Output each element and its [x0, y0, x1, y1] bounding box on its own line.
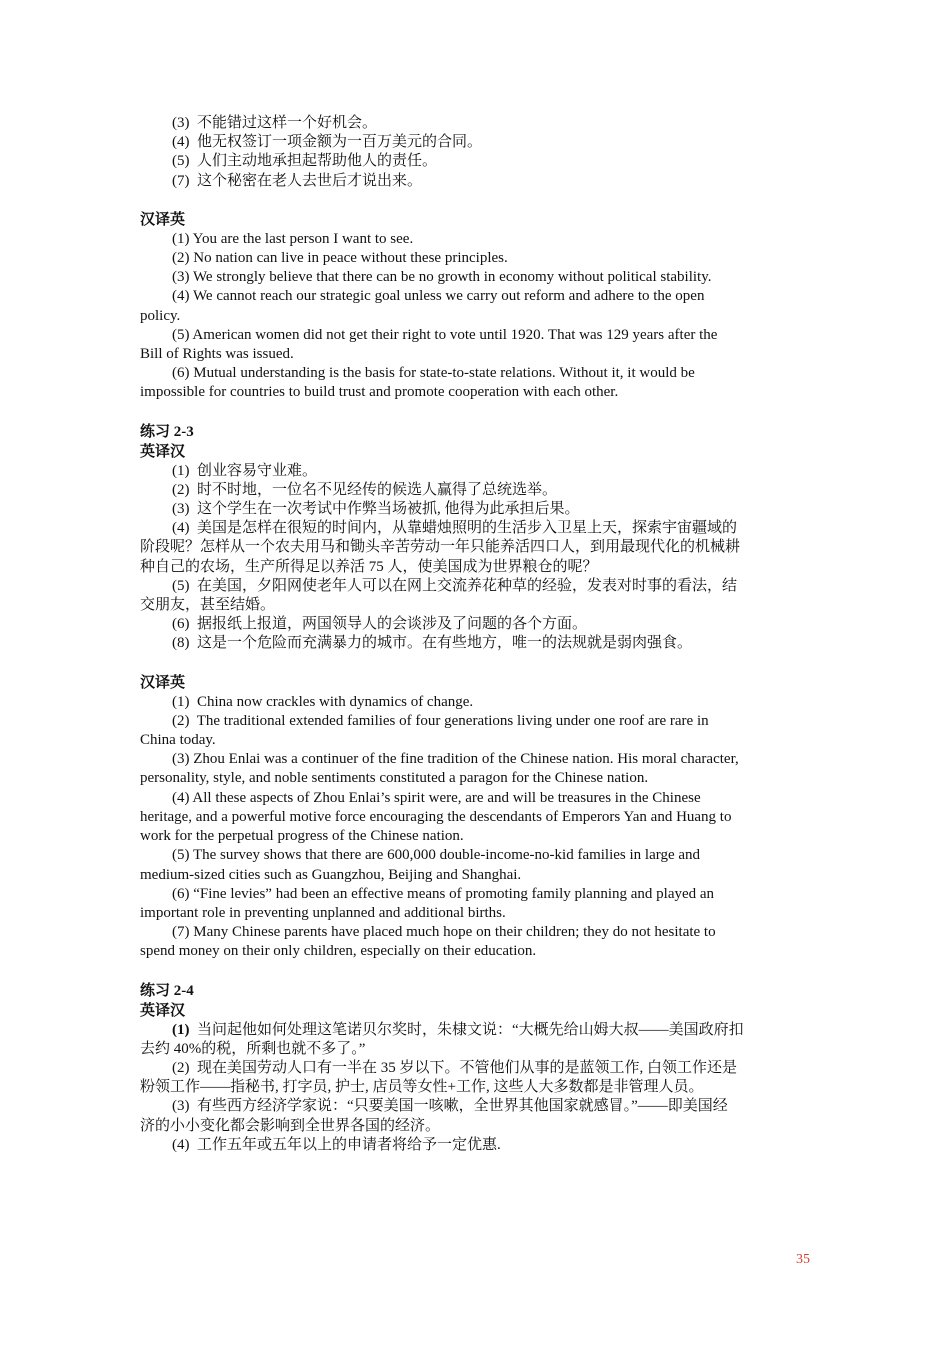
text-line: 种自己的农场，生产所得足以养活 75 人，使美国成为世界粮仓的呢？ [140, 558, 598, 575]
text-line: impossible for countries to build trust and promote cooperation with each other. [140, 384, 619, 401]
text-line: (1) China now crackles with dynamics of change. [172, 693, 474, 710]
text-line: (2) The traditional extended families of four generations living under one roof are rare in [172, 712, 709, 729]
text-line: (4) 工作五年或五年以上的申请者将给予一定优惠. [172, 1136, 501, 1153]
text-line: (6) 据报纸上报道，两国领导人的会谈涉及了问题的各个方面。 [172, 616, 587, 633]
section-s5 [140, 981, 812, 1155]
text-line: (7) 这个秘密在老人去世后才说出来。 [172, 172, 422, 189]
text-line: (5) 在美国，夕阳网使老年人可以在网上交流养花种草的经验，发表对时事的看法，结 [172, 577, 737, 594]
section-gap [140, 654, 812, 673]
section-gap [140, 191, 812, 210]
section-heading: 汉译英 [140, 211, 186, 228]
section-gap [140, 403, 812, 422]
item-number: (1) [172, 1021, 197, 1038]
section-s4 [140, 673, 812, 962]
section-subheading: 英译汉 [140, 1002, 186, 1019]
text-line [140, 1021, 812, 1040]
text-line: spend money on their only children, especially on their education. [140, 943, 537, 960]
text-line: (3) Zhou Enlai was a continuer of the fine tradition of the Chinese nation. His moral character, [172, 751, 739, 768]
text-line: (6) Mutual understanding is the basis for state-to-state relations. Without it, it would be [172, 365, 695, 382]
text-line: (2) 现在美国劳动人口有一半在 35 岁以下。不管他们从事的是蓝领工作, 白领工作还是 [172, 1059, 737, 1076]
text-line: (1) 创业容易守业难。 [172, 462, 317, 479]
text-line: (4) All these aspects of Zhou Enlai’s spirit were, are and will be treasures in the Chinese [172, 789, 701, 806]
text-line: (3) 这个学生在一次考试中作弊当场被抓, 他得为此承担后果。 [172, 501, 580, 518]
text-line: China today. [140, 732, 216, 749]
section-subheading: 英译汉 [140, 443, 186, 460]
text-line: work for the perpetual progress of the Chinese nation. [140, 828, 464, 845]
text-line: medium-sized cities such as Guangzhou, Beijing and Shanghai. [140, 866, 522, 883]
section-s2 [140, 210, 812, 403]
text-line: personality, style, and noble sentiments constituted a paragon for the Chinese nation. [140, 770, 649, 787]
section-heading: 汉译英 [140, 674, 186, 691]
section-heading: 练习 2-3 [140, 423, 194, 440]
text-line: (4) 他无权签订一项金额为一百万美元的合同。 [172, 134, 482, 151]
text-line: (2) No nation can live in peace without these principles. [172, 250, 508, 267]
text-line: 粉领工作——指秘书, 打字员, 护士, 店员等女性+工作, 这些人大多数都是非管理人员。 [140, 1079, 704, 1096]
document-body [140, 114, 812, 1155]
section-heading: 练习 2-4 [140, 982, 194, 999]
section-s3 [140, 422, 812, 654]
text-line: (3) We strongly believe that there can be no growth in economy without political stability. [172, 269, 712, 286]
text-line: (5) American women did not get their right to vote until 1920. That was 129 years after the [172, 326, 718, 343]
text-line: (1) You are the last person I want to see. [172, 230, 414, 247]
section-s1 [140, 114, 812, 191]
line-text: 当问起他如何处理这笔诺贝尔奖时，朱棣文说：“大概先给山姆大叔——美国政府扣 [197, 1021, 744, 1038]
text-line: 交朋友，甚至结婚。 [140, 597, 276, 614]
section-gap [140, 962, 812, 981]
text-line: heritage, and a powerful motive force encouraging the descendants of Emperors Yan and Huang to [140, 808, 732, 825]
text-line: policy. [140, 307, 181, 324]
text-line: (4) We cannot reach our strategic goal unless we carry out reform and adhere to the open [172, 288, 705, 305]
text-line: (3) 不能错过这样一个好机会。 [172, 115, 377, 131]
text-line: (7) Many Chinese parents have placed much hope on their children; they do not hesitate to [172, 924, 716, 941]
text-line: 阶段呢？怎样从一个农夫用马和锄头辛苦劳动一年只能养活四口人，到用最现代化的机械耕 [140, 539, 741, 556]
text-line: (5) 人们主动地承担起帮助他人的责任。 [172, 153, 437, 170]
text-line: (3) 有些西方经济学家说：“只要美国一咳嗽，全世界其他国家就感冒。”——即美国经 [172, 1098, 728, 1115]
text-line: (2) 时不时地，一位名不见经传的候选人赢得了总统选举。 [172, 481, 557, 498]
text-line: important role in preventing unplanned and additional births. [140, 904, 506, 921]
text-line: (5) The survey shows that there are 600,000 double-income-no-kid families in large and [172, 847, 701, 864]
text-line: 去约 40%的税，所剩也就不多了。” [140, 1040, 366, 1057]
text-line: (8) 这是一个危险而充满暴力的城市。在有些地方，唯一的法规就是弱肉强食。 [172, 635, 692, 652]
text-line: (6) “Fine levies” had been an effective means of promoting family planning and played an [172, 885, 715, 902]
text-line: Bill of Rights was issued. [140, 346, 294, 363]
text-line: (4) 美国是怎样在很短的时间内，从靠蜡烛照明的生活步入卫星上天，探索宇宙疆域的 [172, 520, 737, 537]
page-number: 35 [796, 1252, 810, 1267]
text-line: 济的小小变化都会影响到全世界各国的经济。 [140, 1117, 441, 1134]
